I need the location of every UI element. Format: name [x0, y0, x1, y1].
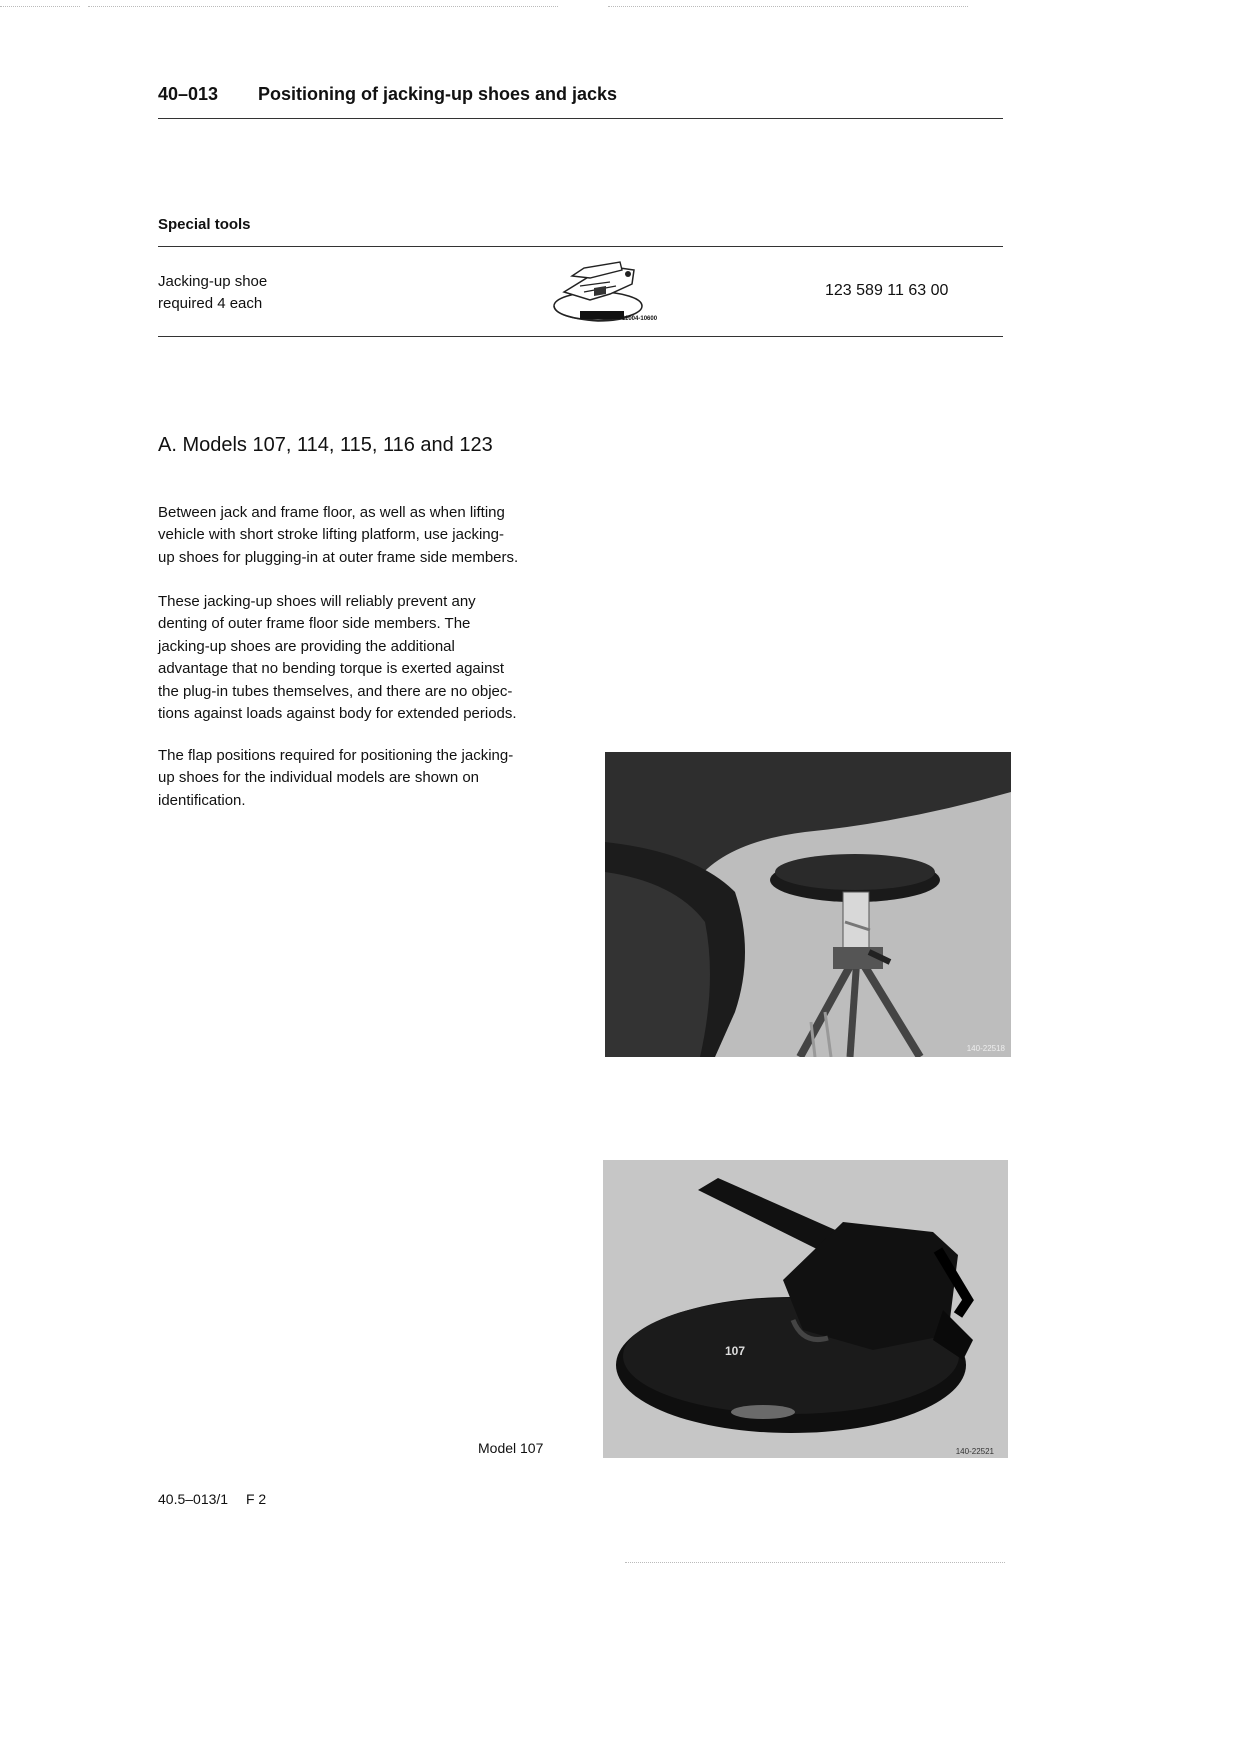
paragraph-2 [158, 591, 568, 725]
footer-edition: F 2 [245, 1491, 267, 1507]
tool-name [158, 271, 267, 315]
footer-page-ref: 40.5–013/1 [158, 1491, 229, 1507]
paragraph-line: advantage that no bending torque is exerted against [158, 660, 505, 678]
paragraph-line: up shoes for the individual models are shown on [158, 769, 480, 787]
paragraph-line: Between jack and frame floor, as well as when lifting [158, 504, 505, 521]
paragraph-3 [158, 745, 568, 812]
jacking-shoe-illustration [603, 1160, 1008, 1458]
section-number: 40–013 [158, 84, 219, 104]
paragraph-line: the plug-in tubes themselves, and there are no objec- [158, 682, 513, 700]
shoe-model-label: 107 [725, 1344, 746, 1358]
paragraph-line: up shoes for plugging-in at outer frame side members. [158, 548, 519, 566]
jacking-shoe-drawing [550, 256, 672, 326]
photo-caption: Model 107 [478, 1440, 544, 1456]
tools-bottom-divider [158, 336, 1003, 337]
paragraph-1 [158, 502, 568, 569]
tool-name-line1: Jacking-up shoe [158, 273, 268, 290]
photo-2-code: 140-22521 [955, 1447, 994, 1456]
paragraph-line: These jacking-up shoes will reliably prevent any [158, 593, 476, 610]
scan-edge-line [608, 6, 968, 7]
paragraph-line: vehicle with short stroke lifting platform, use jacking- [158, 526, 504, 544]
special-tools-heading: Special tools [158, 216, 251, 233]
part-number: 123 589 11 63 00 [825, 282, 949, 299]
paragraph-line: tions against loads against body for extended periods. [158, 705, 517, 723]
paragraph-line: identification. [158, 791, 246, 809]
jack-under-vehicle-photo [605, 752, 1011, 1057]
jack-photo-illustration [605, 752, 1011, 1057]
tool-image-code: 11004-10600 [622, 316, 658, 322]
paragraph-line: The flap positions required for positioning the jacking- [158, 747, 514, 764]
jacking-shoe-107-photo [603, 1160, 1008, 1458]
paragraph-line: denting of outer frame floor side members. The [158, 615, 471, 633]
section-a-heading: A. Models 107, 114, 115, 116 and 123 [158, 434, 493, 456]
footer-reference [158, 1491, 266, 1507]
paragraph-line: jacking-up shoes are providing the additional [158, 637, 455, 655]
page-title: Positioning of jacking-up shoes and jacks [258, 84, 618, 104]
photo-1-code: 140-22518 [966, 1044, 1005, 1053]
header-divider [158, 118, 1003, 119]
scan-edge-line [625, 1562, 1005, 1563]
tools-top-divider [158, 246, 1003, 247]
tool-name-line2: required 4 each [158, 295, 263, 312]
scan-edge-line [88, 6, 558, 7]
scan-edge-line [0, 6, 80, 7]
